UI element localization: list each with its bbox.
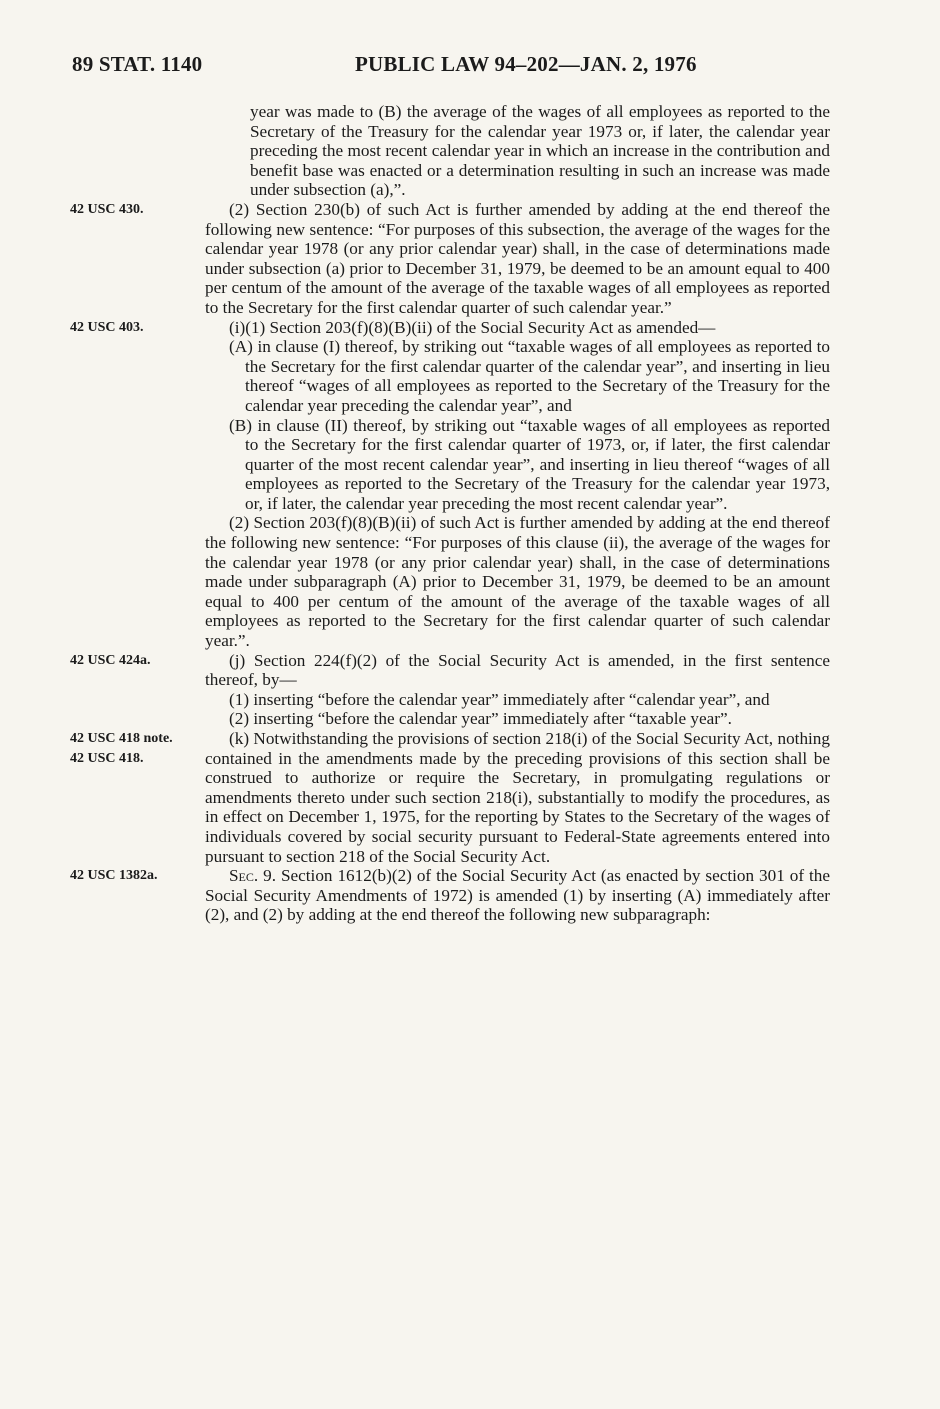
- paragraph-text: (A) in clause (I) thereof, by striking out “taxable wages of all employees as reported to the Secretary for the first calendar quarter of the calendar year”, and inserting in lieu thereof “wages of all employees as reported to the Secretary of the Treasury for the calendar year preceding the calendar year”, and: [229, 337, 830, 415]
- paragraph-subsection-i2: [205, 513, 830, 650]
- paragraph-subsection-j: [70, 650, 830, 690]
- paragraph-text: (k) Notwithstanding the provisions of section 218(i) of the Social Security Act, nothing contained in the amendments made by the preceding provisions of this section shall be construed to authorize or require the Secretary, in promulgating regulations or amendments thereto under such section 218(i), substantially to modify the procedures, as in effect on December 1, 1975, for the reporting by States to the Secretary of the wages of individuals covered by social security pursuant to Federal-State agreements entered into pursuant to section 218 of the Social Security Act.: [205, 729, 830, 866]
- margin-citation: 42 USC 430.: [70, 201, 144, 217]
- page-number: 89 STAT. 1140: [72, 52, 203, 76]
- header-title: PUBLIC LAW 94–202—JAN. 2, 1976: [355, 52, 697, 76]
- paragraph-item-2: [205, 709, 830, 729]
- section-label: Sec. 9.: [229, 866, 277, 886]
- paragraph-text: (2) Section 230(b) of such Act is further amended by adding at the end thereof the following new sentence: “For purposes of this subsection, the average of the wages for the calendar year 1978 (or any prior calendar year) shall, in the case of determinations made under subsection (a) prior to December 31, 1979, be deemed to be an amount equal to 400 per centum of the amount of the average of the taxable wages of all employees as reported to the Secretary for the first calendar quarter of such calendar year.”: [205, 199, 830, 317]
- paragraph-subsection-k: [70, 729, 830, 866]
- paragraph-text: (2) inserting “before the calendar year” immediately after “taxable year”.: [229, 709, 732, 729]
- paragraph-text: year was made to (B) the average of the wages of all employees as reported to the Secretary of the Treasury for the calendar year 1973 or, if later, the calendar year preceding the most recent calendar year in which an increase in the contribution and benefit base was enacted or a determination resulting in such an increase was made under subsection (a),”.: [250, 102, 830, 200]
- paragraph-continuation: [205, 102, 830, 200]
- paragraph-text: (2) Section 203(f)(8)(B)(ii) of such Act is further amended by adding at the end thereof the following new sentence: “For purposes of this clause (ii), the average of the wages for the calendar year 1978 (or any prior calendar year) shall, in the case of determinations made under subparagraph (A) prior to December 31, 1979, be deemed to be an amount equal to 400 per centum of the amount of the average of the taxable wages of all employees as reported to the Secretary for the first calendar quarter of such calendar year.”.: [205, 513, 830, 651]
- running-head: [72, 52, 832, 82]
- margin-citation: 42 USC 418.: [70, 750, 144, 766]
- paragraph-item-1: [205, 690, 830, 710]
- margin-citation: 42 USC 418 note.: [70, 731, 173, 746]
- paragraph-text: (B) in clause (II) thereof, by striking out “taxable wages of all employees as reported to the Secretary for the first calendar quarter of 1973, or, if later, the first calendar quarter of the most recent calendar year”, and inserting in lieu thereof “wages of all employees as reported to the Secretary of the Treasury for the calendar year 1973, or, if later, the calendar year preceding the most recent calendar year”.: [229, 415, 830, 513]
- paragraph-text: Section 1612(b)(2) of the Social Security Act (as enacted by section 301 of the Social Security Amendments of 1972) is amended (1) by inserting (A) immediately after (2), and (2) by adding at the end thereof the following new subparagraph:: [205, 866, 830, 925]
- paragraph-section-9: [70, 866, 830, 925]
- paragraph-clause-b: [205, 416, 830, 514]
- paragraph-subsection-i1: [70, 317, 830, 338]
- paragraph-text: (j) Section 224(f)(2) of the Social Security Act is amended, in the first sentence thereof, by—: [205, 650, 830, 690]
- margin-citation: 42 USC 1382a.: [70, 868, 158, 884]
- margin-citation: 42 USC 403.: [70, 319, 144, 335]
- margin-citation: 42 USC 424a.: [70, 652, 151, 668]
- paragraph-text: (1) inserting “before the calendar year” immediately after “calendar year”, and: [229, 689, 770, 709]
- statute-body: [70, 102, 830, 925]
- paragraph-clause-a: [205, 337, 830, 415]
- paragraph-subsection-h2: [70, 199, 830, 318]
- paragraph-text: (i)(1) Section 203(f)(8)(B)(ii) of the Social Security Act as amended—: [229, 317, 716, 337]
